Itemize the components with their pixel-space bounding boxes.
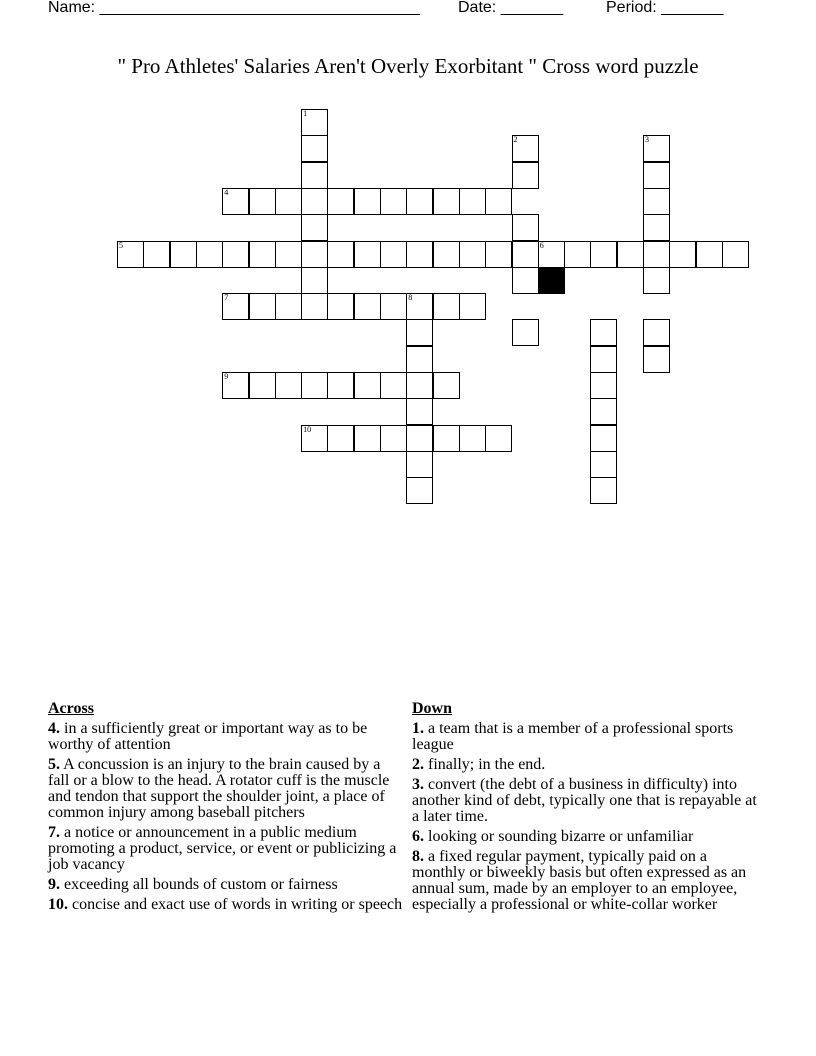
grid-cell[interactable] [485,188,512,215]
clue-text: looking or sounding bizarre or unfamiliar [424,828,694,845]
grid-cell[interactable] [433,188,460,215]
grid-cell[interactable] [512,162,539,189]
grid-cell[interactable] [327,425,354,452]
grid-cell[interactable] [406,451,433,478]
grid-cell[interactable] [590,372,617,399]
across-heading: Across [48,700,94,717]
grid-cell[interactable] [406,346,433,373]
grid-cell[interactable] [406,319,433,346]
grid-cell[interactable] [643,346,670,373]
grid-cell[interactable] [590,398,617,425]
clue-number: 4 [224,187,229,197]
clue-text: exceeding all bounds of custom or fairness [60,876,338,893]
grid-cell[interactable] [143,241,170,268]
clue-text: A concussion is an injury to the brain caused by a fall or a blow to the head. A rotator cuff is the muscle and tendon that support the shoulder joint, a place of common injury among baseball pitchers [48,756,390,821]
grid-cell[interactable] [643,241,670,268]
grid-cell[interactable] [275,372,302,399]
grid-cell[interactable] [406,293,433,320]
grid-cell[interactable] [301,241,328,268]
clue-number: 3. [412,776,424,793]
grid-cell[interactable] [327,372,354,399]
grid-cell[interactable] [301,135,328,162]
clue-text: finally; in the end. [424,756,546,773]
grid-cell[interactable] [590,477,617,504]
grid-cell[interactable] [222,241,249,268]
grid-cell[interactable] [643,267,670,294]
grid-cell[interactable] [249,188,276,215]
puzzle-title: " Pro Athletes' Salaries Aren't Overly Exorbitant " Cross word puzzle [117,54,699,78]
clue-number: 2. [412,756,424,773]
clue-number: 5 [119,240,123,250]
grid-cell[interactable] [380,372,407,399]
down-heading: Down [412,700,453,717]
grid-cell[interactable] [406,372,433,399]
clue-text: a notice or announcement in a public medium promoting a product, service, or event or publicizing a job vacancy [48,824,397,873]
down-clue [412,829,757,845]
grid-cell[interactable] [669,241,696,268]
grid-cell[interactable] [590,346,617,373]
grid-cell[interactable] [459,241,486,268]
grid-cell[interactable] [590,425,617,452]
grid-cell[interactable] [222,372,249,399]
down-clue [412,757,757,773]
grid-cell[interactable] [433,293,460,320]
grid-cell[interactable] [354,241,381,268]
period-line: Period: _______ [606,0,724,16]
down-clue [412,849,757,913]
grid-cell[interactable] [617,241,644,268]
grid-cell[interactable] [643,135,670,162]
grid-cell[interactable] [459,293,486,320]
across-clue [48,897,403,913]
clue-number: 6. [412,828,424,845]
grid-cell[interactable] [406,477,433,504]
grid-cell[interactable] [275,241,302,268]
across-clue [48,757,403,821]
clue-number: 9 [224,372,229,381]
across-clues [48,701,403,917]
grid-cell[interactable] [590,319,617,346]
grid-cell[interactable] [512,319,539,346]
grid-cell[interactable] [380,241,407,268]
name-line: Name: ____________________________________ [48,0,420,16]
across-clue [48,825,403,873]
grid-cell[interactable] [512,214,539,241]
grid-cell[interactable] [564,241,591,268]
grid-cell[interactable] [485,241,512,268]
clue-number: 10 [303,424,312,434]
grid-cell[interactable] [406,425,433,452]
clue-text: a fixed regular payment, typically paid on a monthly or biweekly basis but often expressed as an annual sum, made by an employer to an employee, especially a professional or white-collar worker [412,848,747,913]
clue-number: 4. [48,720,60,737]
clue-number: 7. [48,824,60,841]
grid-cell[interactable] [512,267,539,294]
grid-cell[interactable] [459,188,486,215]
grid-cell[interactable] [301,372,328,399]
across-clue [48,877,403,893]
grid-cell[interactable] [170,241,197,268]
grid-cell[interactable] [406,241,433,268]
grid-cell[interactable] [380,425,407,452]
grid-cell[interactable] [275,293,302,320]
grid-cell[interactable] [301,109,328,136]
grid-cell[interactable] [249,293,276,320]
grid-cell[interactable] [722,241,749,268]
grid-cell[interactable] [354,372,381,399]
down-clue [412,777,757,825]
clue-number: 10. [48,896,68,913]
grid-cell[interactable] [222,293,249,320]
grid-cell[interactable] [301,162,328,189]
clue-number: 8. [412,848,424,865]
grid-cell[interactable] [117,241,144,268]
clue-text: concise and exact use of words in writing or speech [68,896,403,913]
across-clue [48,721,403,753]
grid-cell[interactable] [249,241,276,268]
grid-cell[interactable] [196,241,223,268]
clue-text: convert (the debt of a business in difficulty) into another kind of debt, typically one that is repayable at a later time. [412,776,757,825]
grid-cell[interactable] [406,398,433,425]
grid-cell[interactable] [433,372,460,399]
grid-cell[interactable] [643,188,670,215]
grid-cell[interactable] [327,293,354,320]
grid-cell[interactable] [512,241,539,268]
grid-cell[interactable] [380,293,407,320]
grid-cell[interactable] [275,188,302,215]
grid-cell[interactable] [249,372,276,399]
grid-cell[interactable] [512,135,539,162]
grid-cell[interactable] [301,293,328,320]
clue-number: 2 [513,135,518,145]
grid-cell[interactable] [222,188,249,215]
clue-number: 3 [645,135,649,145]
clue-number: 9. [48,876,60,893]
grid-cell[interactable] [538,241,565,268]
grid-cell[interactable] [590,451,617,478]
grid-cell[interactable] [459,425,486,452]
grid-cell[interactable] [643,319,670,346]
grid-cell[interactable] [406,188,433,215]
grid-cell[interactable] [301,214,328,241]
grid-cell[interactable] [590,241,617,268]
grid-cell[interactable] [643,214,670,241]
down-clue [412,721,757,753]
grid-cell[interactable] [433,425,460,452]
clue-text: in a sufficiently great or important way as to be worthy of attention [48,720,368,753]
clue-number: 6 [539,240,544,250]
clue-number: 5. [48,756,60,773]
grid-cell[interactable] [327,241,354,268]
grid-cell[interactable] [643,162,670,189]
grid-cell[interactable] [696,241,723,268]
grid-cell[interactable] [354,188,381,215]
black-square [538,267,565,294]
grid-cell[interactable] [354,425,381,452]
grid-cell[interactable] [301,425,328,452]
grid-cell[interactable] [327,188,354,215]
date-line: Date: _______ [458,0,563,16]
grid-cell[interactable] [354,293,381,320]
grid-cell[interactable] [485,425,512,452]
grid-cell[interactable] [433,241,460,268]
clue-number: 8 [408,293,413,303]
grid-cell[interactable] [301,267,328,294]
grid-cell[interactable] [301,188,328,215]
clue-text: a team that is a member of a professional sports league [412,720,734,753]
down-clues [412,701,757,917]
grid-cell[interactable] [380,188,407,215]
clue-number: 7 [224,293,229,303]
clue-number: 1 [303,109,308,118]
clue-number: 1. [412,720,424,737]
